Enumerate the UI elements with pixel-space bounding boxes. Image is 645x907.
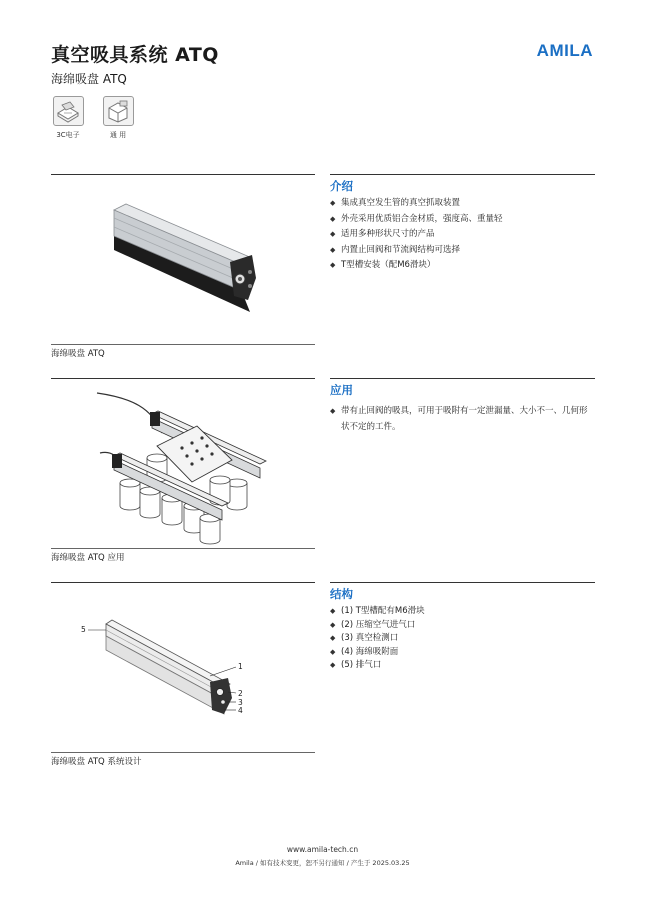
section-title-intro: 介绍 bbox=[330, 179, 353, 193]
list-item: ◆ 内置止回阀和节流阀结构可选择 bbox=[330, 243, 595, 259]
list-item: ◆ 带有止回阀的吸具，可用于吸附有一定泄漏量、大小不一、几何形状不定的工件。 bbox=[330, 403, 592, 435]
list-item: ◆ 适用多种形状尺寸的产品 bbox=[330, 227, 595, 243]
footer-copyright: Amila / 如有技术变更，恕不另行通知 / 产生于 2025.03.25 bbox=[235, 859, 410, 867]
application-label: 3C电子 bbox=[56, 131, 80, 139]
page-title: 真空吸具系统 ATQ bbox=[51, 44, 219, 66]
application-label: 通 用 bbox=[109, 131, 127, 139]
figure-caption: 海绵吸盘 ATQ 应用 bbox=[51, 553, 125, 563]
section-title-application: 应用 bbox=[330, 383, 353, 397]
application-icons bbox=[51, 96, 135, 140]
caption-rule bbox=[51, 344, 315, 345]
callout-label: 2 bbox=[238, 689, 243, 698]
caption-rule bbox=[51, 548, 315, 549]
list-item: ◆ T型槽安装（配M6滑块） bbox=[330, 258, 595, 274]
application-item-3c bbox=[51, 96, 85, 140]
section-top-rule bbox=[330, 174, 595, 175]
brand-logo: AMILA bbox=[536, 41, 593, 60]
section-top-rule bbox=[330, 378, 595, 379]
callout-label: 3 bbox=[238, 698, 243, 707]
callout-label: 4 bbox=[238, 706, 243, 715]
application-image bbox=[92, 388, 272, 548]
section-top-rule bbox=[330, 582, 595, 583]
electronics-icon bbox=[53, 96, 84, 126]
list-item: ◆ (3) 真空检测口 bbox=[330, 632, 595, 646]
list-item: ◆ 外壳采用优质铝合金材质，强度高、重量轻 bbox=[330, 212, 595, 228]
figure-top-rule bbox=[51, 378, 315, 379]
page-subtitle: 海绵吸盘 ATQ bbox=[51, 72, 127, 86]
list-item: ◆ (4) 海绵吸附面 bbox=[330, 646, 595, 660]
caption-rule bbox=[51, 752, 315, 753]
list-item: ◆ 集成真空发生管的真空抓取装置 bbox=[330, 196, 595, 212]
callout-label: 5 bbox=[81, 625, 86, 634]
section-title-structure: 结构 bbox=[330, 587, 353, 601]
application-item-general bbox=[101, 96, 135, 140]
general-icon bbox=[103, 96, 134, 126]
list-item: ◆ (2) 压缩空气进气口 bbox=[330, 619, 595, 633]
list-item: ◆ (5) 排气口 bbox=[330, 659, 595, 673]
application-bullet-list bbox=[330, 403, 592, 435]
callout-label: 1 bbox=[238, 662, 243, 671]
list-item: ◆ (1) T型槽配有M6滑块 bbox=[330, 605, 595, 619]
figure-caption: 海绵吸盘 ATQ bbox=[51, 349, 105, 359]
intro-bullet-list bbox=[330, 196, 595, 274]
figure-top-rule bbox=[51, 582, 315, 583]
atq-product-image bbox=[100, 200, 270, 315]
footer-url[interactable]: www.amila-tech.cn bbox=[286, 845, 359, 854]
structure-diagram bbox=[78, 614, 258, 724]
figure-top-rule bbox=[51, 174, 315, 175]
structure-bullet-list bbox=[330, 605, 595, 673]
figure-caption: 海绵吸盘 ATQ 系统设计 bbox=[51, 757, 142, 767]
